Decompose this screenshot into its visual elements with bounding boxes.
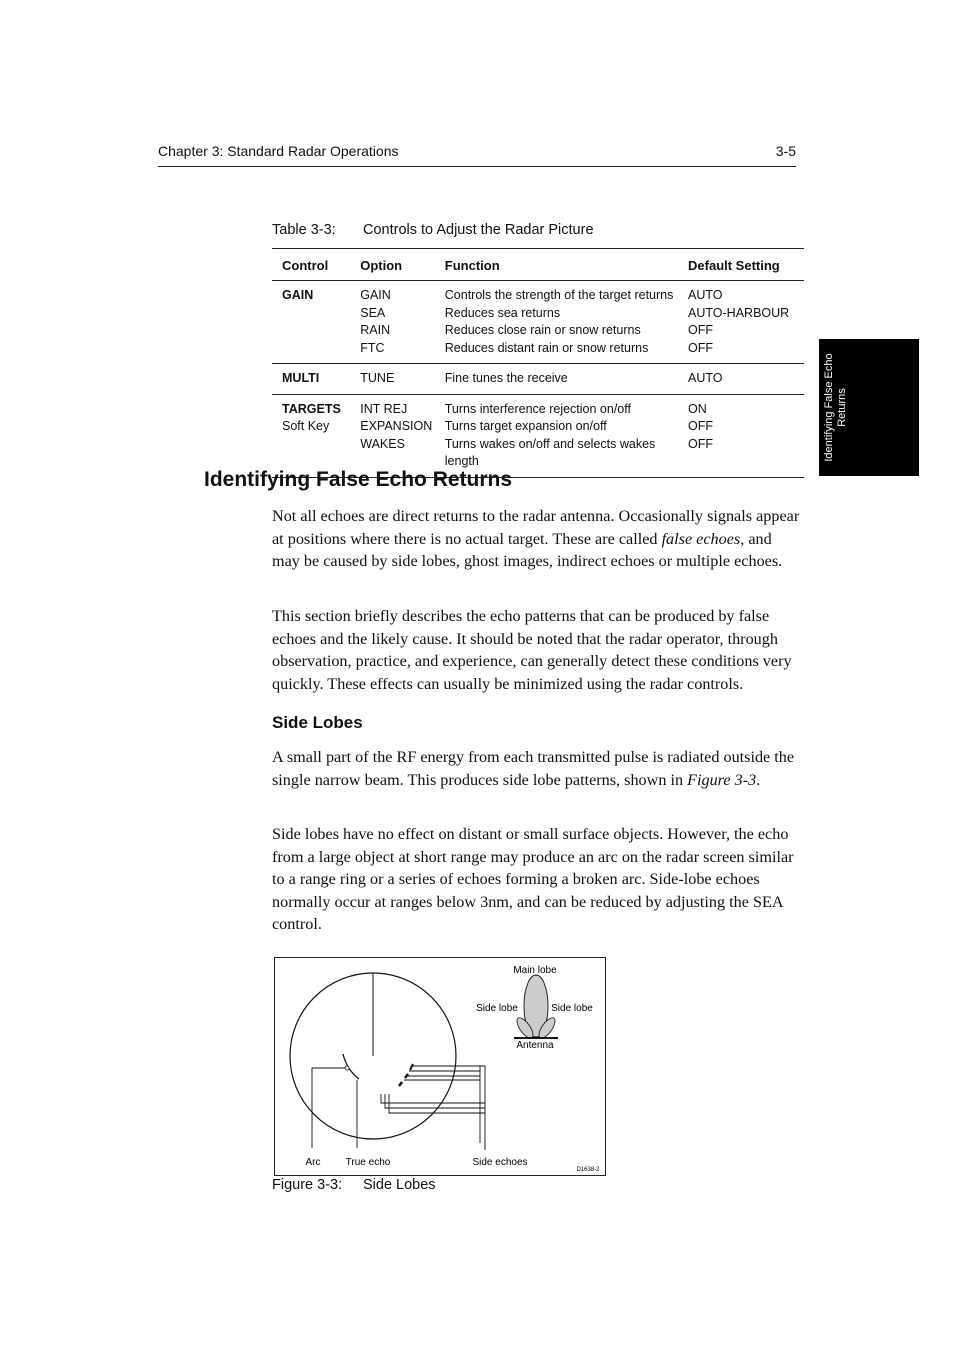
default-item: AUTO-HARBOUR (688, 305, 790, 320)
function-item: Reduces close rain or snow returns (444, 323, 641, 337)
section-side-tab (819, 339, 919, 476)
table-caption-title: Controls to Adjust the Radar Picture (363, 222, 594, 238)
arc-leader-line (312, 1068, 345, 1148)
option-item: EXPANSION (360, 419, 433, 433)
control-name: MULTI (282, 371, 320, 385)
option-item: FTC (360, 340, 385, 355)
figure-caption-title: Side Lobes (363, 1177, 436, 1193)
default-item: OFF (688, 340, 714, 355)
default-item: ON (688, 401, 707, 416)
arc-label: Arc (305, 1157, 321, 1168)
paragraph-echo-patterns: This section briefly describes the echo patterns that can be produced by false echoes and the likely cause. It should be noted that the radar operator, through observation, practice, and experience, can generally detect these conditions very quickly. These effects can usually be minimized using the radar controls. (272, 607, 792, 693)
controls-table (272, 248, 804, 478)
cell-options (360, 281, 445, 364)
cell-functions (445, 281, 688, 364)
page-header (158, 140, 796, 167)
side-echo-mark (399, 1082, 402, 1086)
true-echo-label: True echo (345, 1157, 391, 1168)
default-item: AUTO (688, 371, 723, 385)
cell-defaults (688, 394, 804, 477)
function-item: Reduces distant rain or snow returns (444, 340, 649, 355)
side-echo-leader-line (385, 1094, 485, 1108)
default-item: OFF (688, 436, 714, 451)
figure-reference: Figure 3-3 (687, 770, 757, 789)
subsection-heading: Side Lobes (272, 713, 363, 732)
cell-functions (445, 364, 688, 395)
cell-defaults (688, 364, 804, 395)
main-lobe-label: Main lobe (513, 965, 557, 976)
chapter-title: Chapter 3: Standard Radar Operations (158, 143, 399, 159)
paragraph-false-echoes (272, 505, 802, 573)
function-item: Controls the strength of the target returns (444, 288, 674, 302)
option-item: GAIN (360, 288, 391, 302)
col-header-option: Option (360, 249, 445, 281)
default-item: OFF (688, 419, 714, 433)
para1-text-a: Not all echoes are direct returns to the radar antenna. Occasionally signals appear at positions where there is no actual target. These are called (272, 507, 800, 548)
col-header-function: Function (445, 249, 688, 281)
true-echo-point (345, 1066, 349, 1070)
cell-defaults (688, 281, 804, 364)
option-item: TUNE (360, 371, 395, 385)
col-header-default: Default Setting (688, 249, 804, 281)
function-item: Reduces sea returns (444, 305, 561, 320)
side-echoes-label: Side echoes (472, 1157, 528, 1168)
side-echo-leader-line (381, 1094, 485, 1103)
table-row-multi (272, 364, 804, 395)
table-caption-number: Table 3-3: (272, 222, 336, 238)
function-item: Turns target expansion on/off (444, 419, 607, 433)
default-item: OFF (688, 323, 714, 337)
control-name: GAIN (282, 288, 314, 302)
side-lobes-figure (274, 957, 606, 1176)
cell-control (272, 281, 360, 364)
left-side-lobe-label: Side lobe (476, 1003, 518, 1014)
para1-emphasis: false echoes (661, 529, 741, 548)
para3-text-a: A small part of the RF energy from each transmitted pulse is radiated outside the single narrow beam. This produces side lobe patterns, shown in (272, 748, 795, 789)
cell-functions (445, 394, 688, 477)
figure-caption-number: Figure 3-3: (272, 1177, 343, 1193)
cell-control (272, 364, 360, 395)
figure-caption (272, 1177, 436, 1193)
cell-options (360, 394, 445, 477)
side-echo-leader-line (389, 1094, 485, 1113)
control-subtitle: Soft Key (282, 419, 330, 433)
function-item: Fine tunes the receive (444, 371, 568, 385)
cell-control (272, 394, 360, 477)
section-heading: Identifying False Echo Returns (204, 468, 513, 491)
side-tab-line2: Returns (836, 388, 848, 427)
table-row-targets (272, 394, 804, 477)
default-item: AUTO (688, 288, 723, 302)
side-tab-line1: Identifying False Echo (823, 353, 835, 462)
function-item: Turns interference rejection on/off (444, 401, 631, 416)
option-item: WAKES (360, 436, 405, 451)
cell-options (360, 364, 445, 395)
paragraph-rf-energy (272, 746, 802, 791)
option-item: RAIN (360, 323, 391, 337)
option-item: INT REJ (360, 401, 408, 416)
antenna-label: Antenna (516, 1040, 554, 1051)
table-row-gain (272, 281, 804, 364)
page-number: 3-5 (775, 143, 796, 159)
right-side-lobe-label: Side lobe (551, 1003, 593, 1014)
para3-text-b: . (756, 770, 761, 789)
col-header-control: Control (272, 249, 360, 281)
table-header-row (272, 249, 804, 281)
para1-text-b: , and may be caused by side lobes, ghost images, indirect echoes or multiple echoes. (272, 529, 783, 570)
paragraph-side-lobe-effects: Side lobes have no effect on distant or small surface objects. However, the echo from a large object at short range may produce an arc on the radar screen similar to a range ring or a series of echoes forming a broken arc. Side-lobe echoes normally occur at ranges below 3nm, and can be reduced by adjusting the SEA control. (272, 825, 794, 933)
function-item: Turns wakes on/off and selects wakes length (444, 436, 656, 468)
figure-ref-code: D1638-2 (576, 1167, 600, 1173)
table-caption (272, 222, 594, 238)
side-echo-mark (410, 1064, 413, 1070)
side-lobes-diagram (275, 958, 605, 1175)
option-item: SEA (360, 305, 386, 320)
control-name: TARGETS (282, 401, 341, 416)
